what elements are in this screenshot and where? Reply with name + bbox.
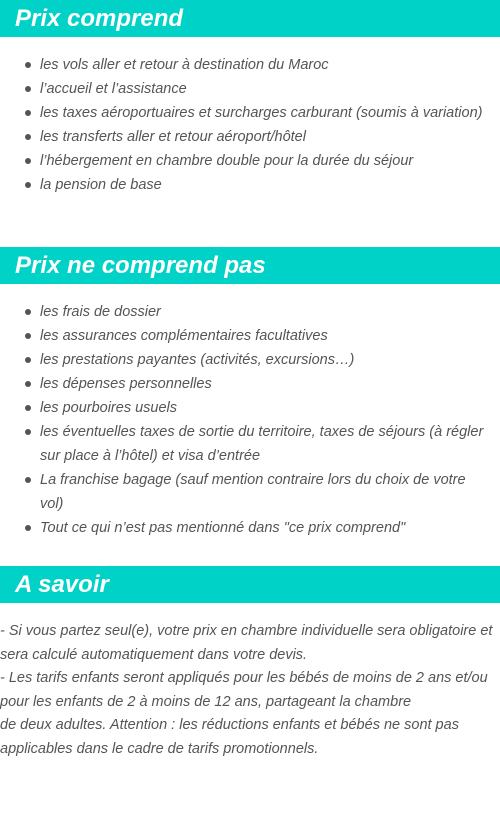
savoir-title: A savoir — [0, 566, 500, 603]
list-item: les éventuelles taxes de sortie du territoire, taxes de séjours (à régler sur place à l’hôtel) et visa d’entrée — [24, 420, 492, 468]
savoir-paragraph-children-line-2: de deux adultes. Attention : les réductions enfants et bébés ne sont pas applicables dans le cadre de tarifs promotionnels. — [0, 717, 459, 757]
list-item: les dépenses personnelles — [24, 372, 492, 396]
included-section — [0, 0, 500, 197]
list-item: La franchise bagage (sauf mention contraire lors du choix de votre vol) — [24, 468, 492, 516]
excluded-title: Prix ne comprend pas — [0, 247, 500, 284]
savoir-section — [0, 566, 500, 762]
list-item: les taxes aéroportuaires et surcharges carburant (soumis à variation) — [24, 101, 492, 125]
list-item: l’hébergement en chambre double pour la durée du séjour — [24, 149, 492, 173]
list-item: les frais de dossier — [24, 300, 492, 324]
list-item: les assurances complémentaires facultatives — [24, 324, 492, 348]
included-title: Prix comprend — [0, 0, 500, 37]
list-item: les prestations payantes (activités, excursions…) — [24, 348, 492, 372]
list-item: la pension de base — [24, 173, 492, 197]
excluded-section — [0, 247, 500, 540]
list-item: l’accueil et l’assistance — [24, 77, 492, 101]
included-list — [0, 53, 500, 197]
savoir-paragraph-children-line-1: - Les tarifs enfants seront appliqués pour les bébés de moins de 2 ans et/ou pour les enfants de 2 à moins de 12 ans, partageant la chambre — [0, 670, 488, 710]
list-item: les transferts aller et retour aéroport/hôtel — [24, 125, 492, 149]
list-item: les vols aller et retour à destination du Maroc — [24, 53, 492, 77]
list-item: Tout ce qui n’est pas mentionné dans "ce prix comprend" — [24, 516, 492, 540]
savoir-paragraph-single-room: - Si vous partez seul(e), votre prix en chambre individuelle sera obligatoire et sera calculé automatiquement dans votre devis. — [0, 623, 493, 663]
excluded-list — [0, 300, 500, 540]
savoir-text — [0, 620, 500, 762]
list-item: les pourboires usuels — [24, 396, 492, 420]
